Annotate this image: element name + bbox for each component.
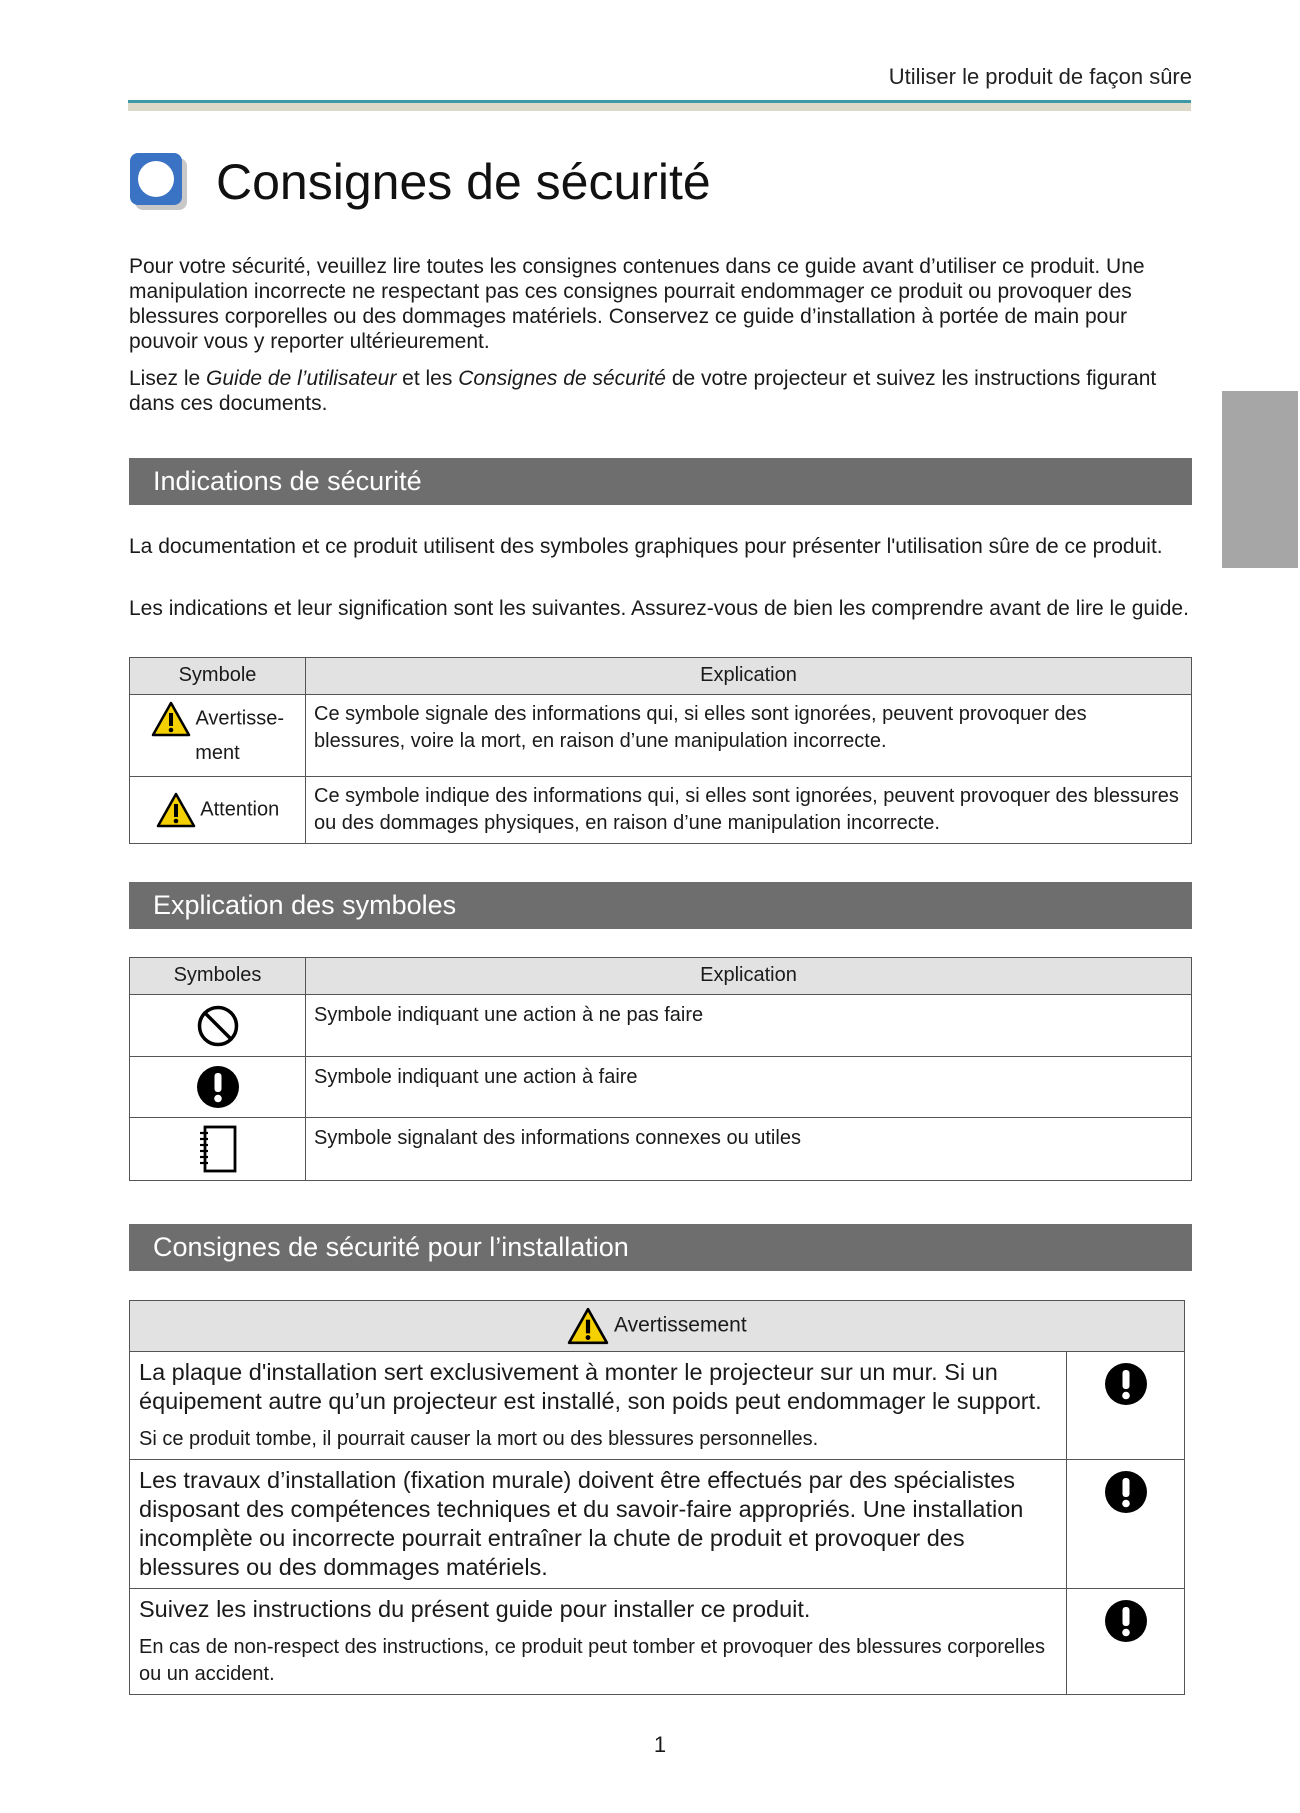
table-row xyxy=(130,1118,1192,1181)
section-heading-indications: Indications de sécurité xyxy=(129,458,1192,505)
side-tab xyxy=(1222,391,1298,568)
warning-note-text: Si ce produit tombe, il pourrait causer la mort ou des blessures personnelles. xyxy=(139,1428,819,1450)
explanation-cell: Symbole indiquant une action à faire xyxy=(306,1057,1192,1118)
warning-triangle-icon xyxy=(567,1307,609,1345)
symbol-label: ment xyxy=(195,742,240,764)
column-header-symbol: Symbole xyxy=(130,658,306,695)
warning-icon-cell xyxy=(1067,1460,1185,1589)
intro-paragraph: Pour votre sécurité, veuillez lire toutes les consignes contenues dans ce guide avant d’utiliser ce produit. Une manipulation incorrecte ne respectant pas ces consignes pourrait endommager ce produit ou provoquer des blessures corporelles ou des dommages matériels. Conservez ce guide d’installation à portée de main pour pouvoir vous y reporter ultérieurement. xyxy=(129,255,1145,353)
indications-paragraph: La documentation et ce produit utilisent des symboles graphiques pour présenter l'utilisation sûre de ce produit. xyxy=(129,535,1163,558)
symbol-label: Avertisse- xyxy=(195,707,284,730)
symbol-cell xyxy=(130,1118,306,1181)
header-band xyxy=(128,103,1191,111)
section-heading-symbols: Explication des symboles xyxy=(129,882,1192,929)
warning-triangle-icon xyxy=(151,701,191,737)
mandatory-action-icon xyxy=(196,1065,240,1109)
column-header-symbols: Symboles xyxy=(130,958,306,995)
explanation-cell: Ce symbole signale des informations qui, si elles sont ignorées, peuvent provoquer des blessures, voire la mort, en raison d’une manipulation incorrecte. xyxy=(306,695,1192,777)
symbol-cell xyxy=(130,777,306,844)
intro-paragraph-2: Lisez le Guide de l’utilisateur et les Consignes de sécurité de votre projecteur et suivez les instructions figurant dans ces documents. xyxy=(129,367,1157,415)
running-header: Utiliser le produit de façon sûre xyxy=(888,64,1192,89)
chapter-icon xyxy=(129,152,189,212)
explanation-cell: Symbole signalant des informations connexes ou utiles xyxy=(306,1118,1192,1181)
page-number: 1 xyxy=(653,1732,667,1757)
warning-icon-cell xyxy=(1067,1352,1185,1460)
column-header-explanation: Explication xyxy=(306,658,1192,695)
warning-main-text: Suivez les instructions du présent guide pour installer ce produit. xyxy=(139,1596,811,1622)
warning-main-text: Les travaux d’installation (fixation murale) doivent être effectués par des spécialistes disposant des compétences techniques et du savoir-faire appropriés. Une installation incomplète ou incorrecte pourrait entraîner la chute de produit et provoquer des blessures ou des dommages matériels. xyxy=(139,1467,1024,1580)
warning-icon-cell xyxy=(1067,1589,1185,1695)
explanation-cell: Ce symbole indique des informations qui, si elles sont ignorées, peuvent provoquer des blessures ou des dommages physiques, en raison d’une manipulation incorrecte. xyxy=(306,777,1192,844)
table-row xyxy=(130,995,1192,1057)
guide-reference: Guide de l’utilisateur xyxy=(206,367,397,390)
table-row xyxy=(130,1460,1185,1589)
table-row xyxy=(130,1589,1185,1695)
warning-text-cell xyxy=(130,1589,1067,1695)
mandatory-action-icon xyxy=(1104,1599,1148,1643)
table-row xyxy=(130,777,1192,844)
page-title: Consignes de sécurité xyxy=(216,154,711,210)
section-heading-installation: Consignes de sécurité pour l’installation xyxy=(129,1224,1192,1271)
symbol-cell xyxy=(130,1057,306,1118)
table-row xyxy=(130,695,1192,777)
symbols-table xyxy=(129,957,1192,1181)
symbol-cell xyxy=(130,995,306,1057)
safety-reference: Consignes de sécurité xyxy=(458,367,666,390)
warning-note-text: En cas de non-respect des instructions, ce produit peut tomber et provoquer des blessures corporelles ou un accident. xyxy=(139,1636,1046,1685)
warning-text-cell xyxy=(130,1460,1067,1589)
warning-triangle-icon xyxy=(156,792,196,828)
explanation-cell: Symbole indiquant une action à ne pas faire xyxy=(306,995,1192,1057)
column-header-explanation: Explication xyxy=(306,958,1192,995)
warning-header xyxy=(130,1301,1185,1352)
prohibition-icon xyxy=(196,1004,240,1048)
indications-paragraph-2: Les indications et leur signification sont les suivantes. Assurez-vous de bien les comprendre avant de lire le guide. xyxy=(129,597,1189,620)
table-row xyxy=(130,1352,1185,1460)
mandatory-action-icon xyxy=(1104,1362,1148,1406)
table-row xyxy=(130,1057,1192,1118)
notebook-icon xyxy=(196,1124,240,1174)
warning-text-cell xyxy=(130,1352,1067,1460)
symbol-label: Attention xyxy=(200,798,280,821)
warning-main-text: La plaque d'installation sert exclusivement à monter le projecteur sur un mur. Si un équipement autre qu’un projecteur est installé, son poids peut endommager le support. xyxy=(139,1359,1042,1414)
warning-label: Avertissement xyxy=(614,1313,747,1337)
symbol-cell xyxy=(130,695,306,777)
indications-table xyxy=(129,657,1192,844)
installation-warning-table xyxy=(129,1300,1185,1695)
mandatory-action-icon xyxy=(1104,1470,1148,1514)
